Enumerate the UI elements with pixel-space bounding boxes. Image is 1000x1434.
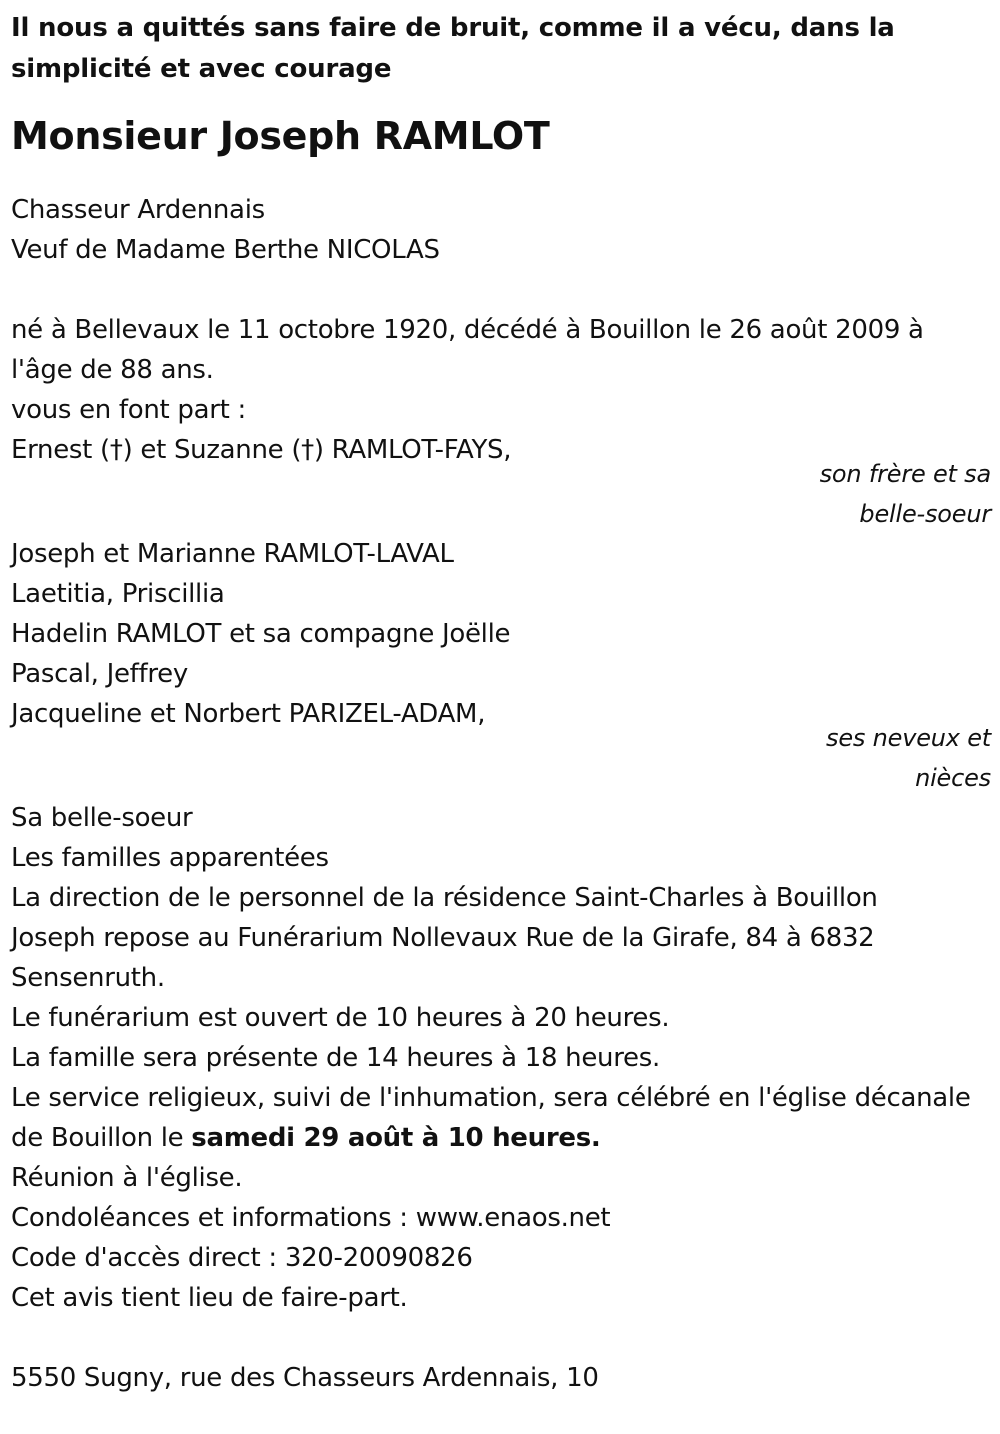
service-details xyxy=(11,1078,991,1158)
family-line: Ernest (†) et Suzanne (†) RAMLOT-FAYS, xyxy=(11,435,512,465)
family-group-nephews xyxy=(11,534,991,734)
closing-line: Condoléances et informations : www.enaos.net xyxy=(11,1203,611,1233)
title-line: Veuf de Madame Berthe NICOLAS xyxy=(11,235,440,265)
title-line: Chasseur Ardennais xyxy=(11,195,265,225)
address-block xyxy=(11,1358,991,1398)
closing-line: Réunion à l'église. xyxy=(11,1163,243,1193)
relation-line: nièces xyxy=(915,764,991,792)
relation-line: ses neveux et xyxy=(826,724,991,752)
service-date: samedi 29 août à 10 heures. xyxy=(191,1123,601,1153)
announce-line: vous en font part : xyxy=(11,395,246,425)
hours-line: La famille sera présente de 14 heures à 18 heures. xyxy=(11,1043,660,1073)
deceased-name: Monsieur Joseph RAMLOT xyxy=(11,114,550,158)
closing-line: Cet avis tient lieu de faire-part. xyxy=(11,1283,408,1313)
service-text: Le service religieux, suivi de l'inhumation, sera célébré en l'église décanale de Bouillon le xyxy=(11,1083,971,1153)
address: 5550 Sugny, rue des Chasseurs Ardennais, 10 xyxy=(11,1363,599,1393)
other-family-line: Sa belle-soeur xyxy=(11,803,193,833)
other-family-line: La direction de le personnel de la résidence Saint-Charles à Bouillon xyxy=(11,883,878,913)
epigraph: Il nous a quittés sans faire de bruit, comme il a vécu, dans la simplicité et avec courage xyxy=(11,13,895,84)
family-line: Pascal, Jeffrey xyxy=(11,659,188,689)
other-family-line: Les familles apparentées xyxy=(11,843,329,873)
details-block xyxy=(11,798,991,1318)
family-line: Jacqueline et Norbert PARIZEL-ADAM, xyxy=(11,699,486,729)
relation-line: son frère et sa xyxy=(819,460,991,488)
obituary-notice xyxy=(11,0,991,1398)
family-line: Laetitia, Priscillia xyxy=(11,579,225,609)
relation-line: belle-soeur xyxy=(859,500,991,528)
family-line: Hadelin RAMLOT et sa compagne Joëlle xyxy=(11,619,511,649)
deceased-titles xyxy=(11,190,991,270)
repose-location: Joseph repose au Funérarium Nollevaux Rue de la Girafe, 84 à 6832 Sensenruth. xyxy=(11,923,875,993)
family-line: Joseph et Marianne RAMLOT-LAVAL xyxy=(11,539,454,569)
birth-death-dates: né à Bellevaux le 11 octobre 1920, décédé à Bouillon le 26 août 2009 à l'âge de 88 ans. xyxy=(11,315,924,385)
hours-line: Le funérarium est ouvert de 10 heures à 20 heures. xyxy=(11,1003,670,1033)
closing-line: Code d'accès direct : 320-20090826 xyxy=(11,1243,473,1273)
announcement-block xyxy=(11,310,991,470)
